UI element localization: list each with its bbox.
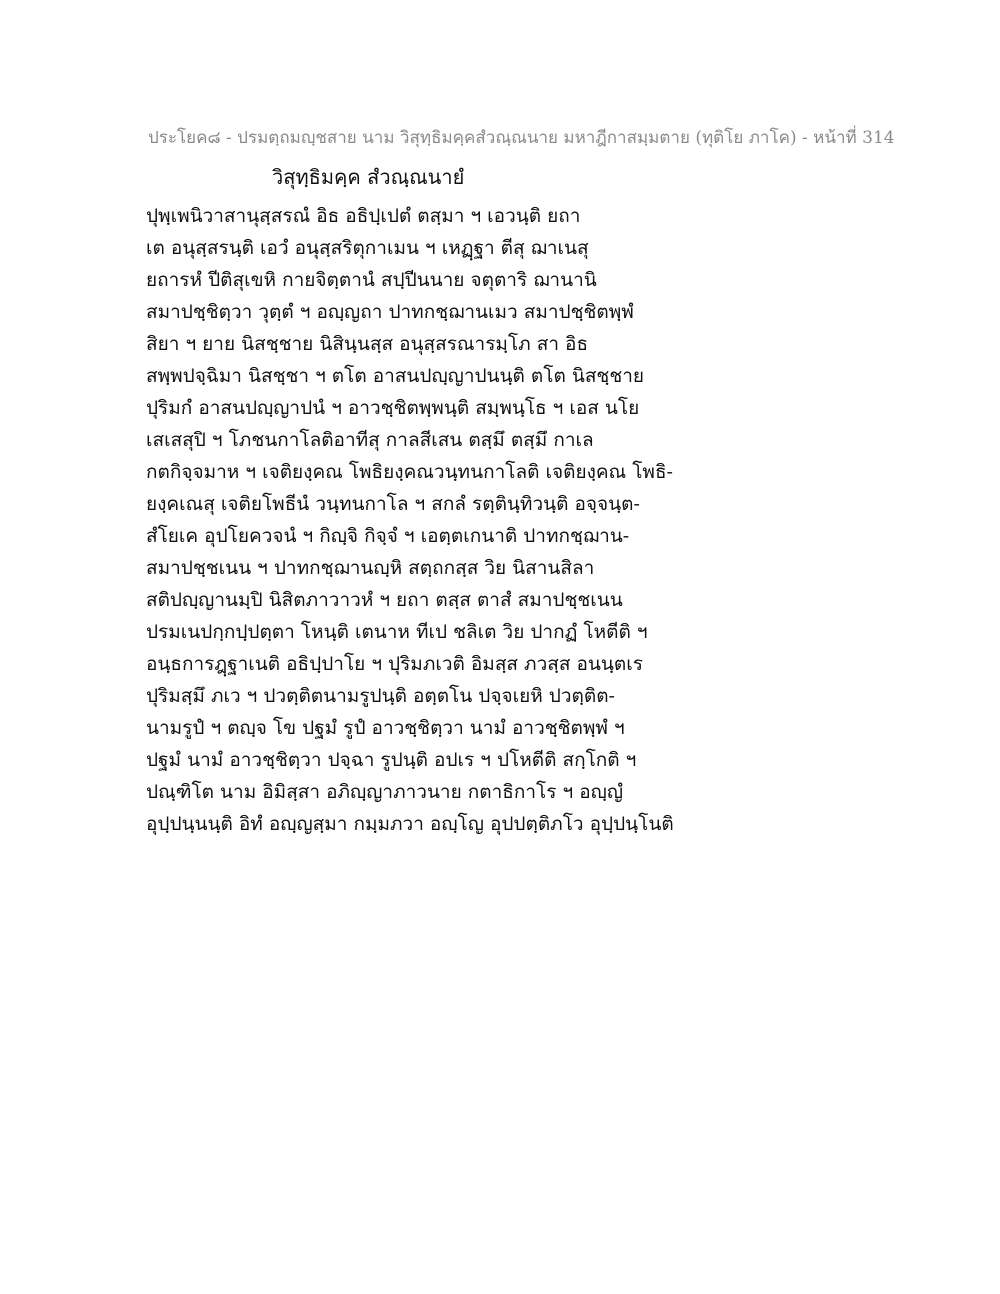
text-line: นามรูปํ ฯ ตญฺจ โข ปฐมํ รูปํ อาวชฺชิตฺวา นามํ อาวชฺชิตพฺพํ ฯ	[146, 717, 625, 739]
text-line: เสเสสุปิ ฯ โภชนกาโลติอาทีสุ กาลสีเสน ตสฺมึ ตสฺมึ กาเล	[146, 429, 594, 451]
body-text	[146, 200, 706, 840]
text-line: สมาปชฺชิตฺวา วุตฺตํ ฯ อญฺญถา ปาทกชฺฌานเมว สมาปชฺชิตพฺพํ	[146, 301, 634, 323]
text-line: ปฐมํ นามํ อาวชฺชิตฺวา ปจฺฉา รูปนฺติ อปเร ฯ ปโหตีติ สกฺโกติ ฯ	[146, 749, 637, 771]
text-line: กตกิจฺจมาห ฯ เจติยงฺคณ โพธิยงฺคณวนฺทนกาโลติ เจติยงฺคณ โพธิ-	[146, 461, 673, 483]
text-line: เต อนุสฺสรนฺติ เอวํ อนุสฺสริตุกาเมน ฯ เหฏฺฐา ตีสุ ฌาเนสุ	[146, 237, 589, 259]
text-line: ปุริมสฺมึ ภเว ฯ ปวตฺติตนามรูปนฺติ อตฺตโน ปจฺจเยหิ ปวตฺติต-	[146, 685, 615, 707]
text-line: ปณฺฑิโต นาม อิมิสฺสา อภิญฺญาภาวนาย กตาธิกาโร ฯ อญฺญํ	[146, 781, 624, 803]
running-header: ประโยค๘ - ปรมตฺถมญฺชสาย นาม วิสุทฺธิมคฺคสํวณฺณนาย มหาฎีกาสมฺมตาย (ทุติโย ภาโค) - หน้าที่ 314	[148, 128, 895, 148]
text-line: ยถารหํ ปีติสุเขหิ กายจิตฺตานํ สปฺปีนนาย จตุตาริ ฌานานิ	[146, 269, 597, 291]
text-line: ปรมเนปกฺกปฺปตฺตา โหนฺติ เตนาห ทีเป ชลิเต วิย ปากฏํ โหตีติ ฯ	[146, 621, 648, 643]
text-line: สมาปชฺชเนน ฯ ปาทกชฺฌานญฺหิ สตฺถกสฺส วิย นิสานสิลา	[146, 557, 595, 579]
text-line: ปุพฺเพนิวาสานุสฺสรณํ อิธ อธิปฺเปตํ ตสฺมา ฯ เอวนฺติ ยถา	[146, 205, 581, 227]
text-line: ปุริมกํ อาสนปญฺญาปนํ ฯ อาวชฺชิตพฺพนฺติ สมฺพนฺโธ ฯ เอส นโย	[146, 397, 640, 419]
text-line: สติปญฺญานมฺปิ นิสิตภาวาวหํ ฯ ยถา ตสฺส ตาสํ สมาปชฺชเนน	[146, 589, 623, 611]
text-line: อนฺธการฎฺฐาเนติ อธิปฺปาโย ฯ ปุริมภเวติ อิมสฺส ภวสฺส อนนฺตเร	[146, 653, 643, 675]
text-line: สพฺพปจฺฉิมา นิสชฺชา ฯ ตโต อาสนปญฺญาปนนฺติ ตโต นิสชฺชาย	[146, 365, 645, 387]
text-line: สิยา ฯ ยาย นิสชฺชาย นิสินฺนสฺส อนุสฺสรณารมฺโภ สา อิธ	[146, 333, 589, 355]
text-line: อุปฺปนฺนนฺติ อิทํ อญฺญสฺมา กมฺมภวา อญฺโญ อุปปตฺติภโว อุปฺปนฺโนติ	[146, 813, 674, 835]
text-line: ยงฺคเณสุ เจติยโพธีนํ วนฺทนกาโล ฯ สกลํ รตฺตินฺทิวนฺติ อจฺจนฺต-	[146, 493, 640, 515]
text-line: สํโยเค อุปโยควจนํ ฯ กิญฺจิ กิจฺจํ ฯ เอตฺตเกนาติ ปาทกชฺฌาน-	[146, 525, 630, 547]
section-title: วิสุทฺธิมคฺค สํวณฺณนายํ	[272, 165, 465, 189]
